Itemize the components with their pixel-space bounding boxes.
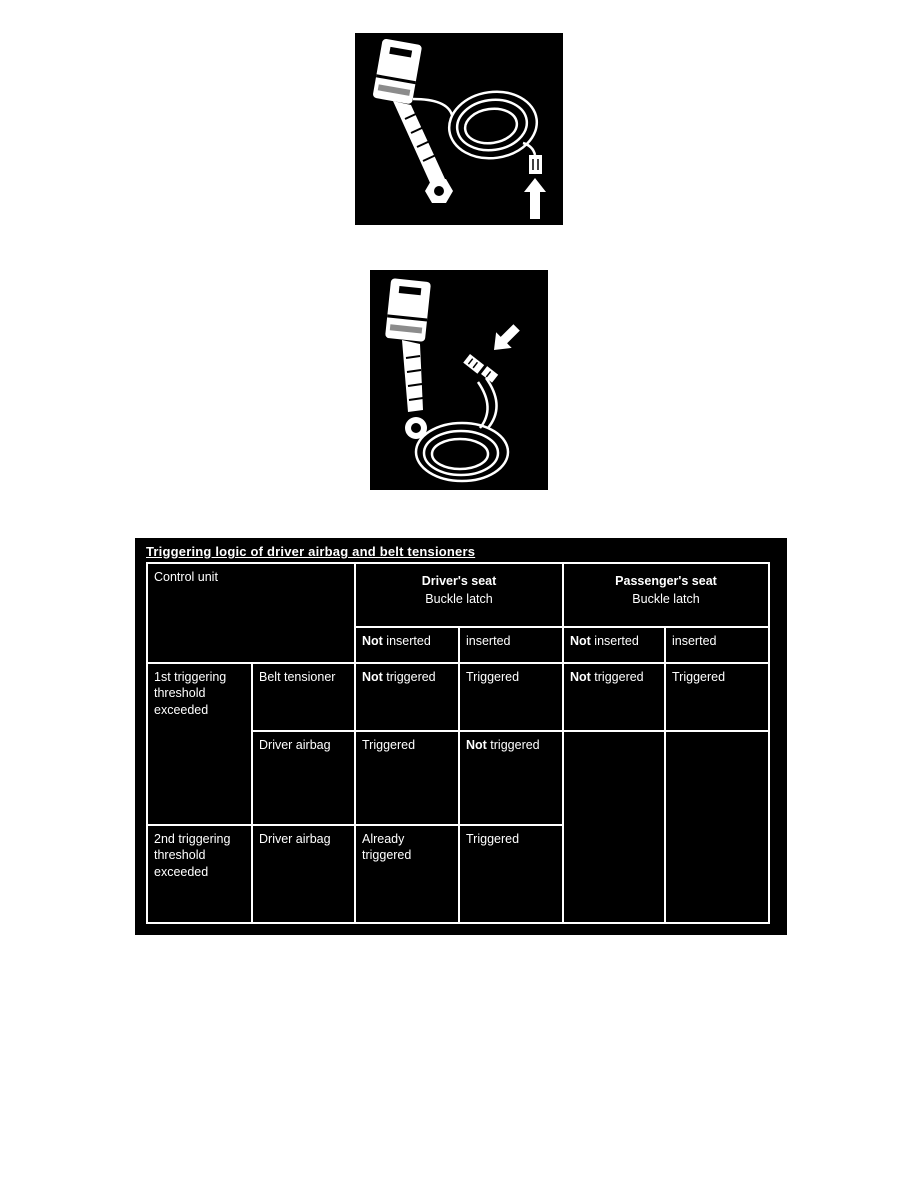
- coiled-cable-icon: [416, 423, 508, 481]
- subheader-driver-inserted: inserted: [459, 627, 563, 663]
- up-arrow-icon: [524, 178, 546, 219]
- subheader-driver-not-inserted: Not inserted: [355, 627, 459, 663]
- cell-belt-driver-not-inserted: Not triggered: [355, 663, 459, 731]
- cell-component-driver-airbag-2: Driver airbag: [252, 825, 355, 923]
- table-title: Triggering logic of driver airbag and belt tensioners: [146, 544, 476, 559]
- connector-icon: [463, 353, 498, 428]
- drivers-seat-label: Driver's seat: [421, 574, 497, 588]
- cell-passenger-empty-not-inserted: [563, 731, 665, 923]
- subheader-passenger-not-inserted: Not inserted: [563, 627, 665, 663]
- buckle-icon: [385, 278, 431, 342]
- cell-component-driver-airbag-1: Driver airbag: [252, 731, 355, 825]
- cell-threshold-2nd: 2nd triggering threshold exceeded: [147, 825, 252, 923]
- subheader-passenger-inserted: inserted: [665, 627, 769, 663]
- triggering-logic-table: [146, 562, 770, 924]
- cell-component-belt-tensioner: Belt tensioner: [252, 663, 355, 731]
- illustration-belt-tensioner-2: [370, 270, 548, 490]
- triggering-logic-panel: [135, 538, 787, 935]
- buckle-latch-label: Buckle latch: [425, 592, 493, 607]
- down-left-arrow-icon: [494, 324, 520, 350]
- anchor-eyelet-icon: [405, 417, 427, 439]
- hex-nut-icon: [425, 179, 453, 203]
- belt-tensioner-drawing-2: [370, 270, 548, 490]
- cell-2nd-driver-not-inserted: Already triggered: [355, 825, 459, 923]
- illustration-belt-tensioner-1: [355, 33, 563, 225]
- header-drivers-seat: [355, 563, 563, 627]
- passengers-seat-label: Passenger's seat: [615, 574, 717, 588]
- cell-airbag-driver-not-inserted: Triggered: [355, 731, 459, 825]
- cell-threshold-1st: 1st triggering threshold exceeded: [147, 663, 252, 825]
- cell-2nd-driver-inserted: Triggered: [459, 825, 563, 923]
- header-passengers-seat: [563, 563, 769, 627]
- cell-airbag-driver-inserted: Not triggered: [459, 731, 563, 825]
- buckle-icon: [372, 38, 422, 104]
- buckle-latch-label: Buckle latch: [632, 592, 700, 607]
- tensioner-stalk-icon: [393, 101, 445, 185]
- cell-belt-driver-inserted: Triggered: [459, 663, 563, 731]
- belt-tensioner-drawing-1: [355, 33, 563, 225]
- cell-belt-passenger-inserted: Triggered: [665, 663, 769, 731]
- cell-passenger-empty-inserted: [665, 731, 769, 923]
- connector-icon: [529, 155, 542, 174]
- cell-belt-passenger-not-inserted: Not triggered: [563, 663, 665, 731]
- header-control-unit: Control unit: [147, 563, 355, 663]
- tensioner-stalk-icon: [402, 340, 423, 412]
